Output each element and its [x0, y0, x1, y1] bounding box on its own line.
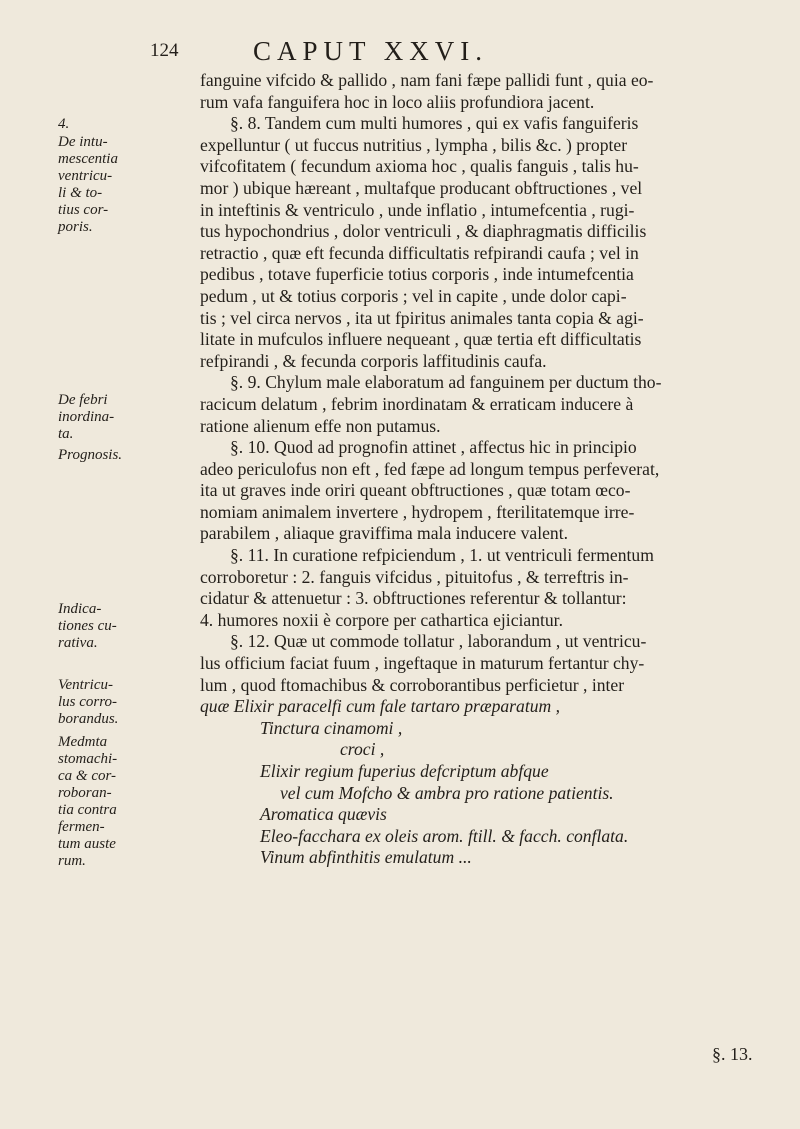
margin-note-line: mescentia — [58, 151, 118, 167]
text-line: ratione alienum effe non putamus. — [200, 415, 441, 436]
text-line: lum , quod ftomachibus & corroborantibus perficietur , inter — [200, 674, 625, 695]
margin-note-line: stomachi- — [58, 751, 118, 767]
margin-note-line: rativa. — [58, 635, 98, 651]
text-line: lus officium faciat fuum , ingeftaque in maturum fertantur chy- — [200, 653, 645, 674]
margin-note-line: inordina- — [58, 409, 115, 425]
text-line: ita ut graves inde oriri queant obftructiones , quæ totam œco- — [200, 480, 631, 501]
text-line: fanguine vifcido & pallido , nam fani fæpe pallidi funt , quia eo- — [200, 70, 654, 90]
margin-note-line: borandus. — [58, 711, 119, 727]
text-line: §. 9. Chylum male elaboratum ad fanguinem per ductum tho- — [230, 372, 662, 393]
text-line: tus hypochondrius , dolor ventriculi , & diaphragmatis difficilis — [200, 221, 647, 242]
margin-note-line: ventricu- — [58, 168, 113, 184]
text-line: Elixir regium fuperius defcriptum abfque — [260, 761, 549, 781]
margin-note-line: fermen- — [58, 819, 105, 835]
text-line: tis ; vel circa nervos , ita ut fpiritus animales tanta copia & agi- — [200, 307, 644, 328]
text-line: vel cum Mofcho & ambra pro ratione patientis. — [280, 782, 614, 803]
margin-note — [58, 392, 198, 443]
margin-note-line: De febri — [58, 392, 108, 408]
text-line: cidatur & attenuetur : 3. obftructiones referentur & tollantur: — [200, 588, 627, 609]
text-line: in inteftinis & ventriculo , unde inflatio , intumefcentia , rugi- — [200, 199, 635, 220]
margin-note — [58, 134, 198, 236]
text-line: racicum delatum , febrim inordinatam & erraticam inducere à — [200, 393, 634, 414]
text-line: croci , — [340, 739, 385, 760]
margin-note — [58, 116, 198, 133]
text-line: Vinum abfinthitis emulatum ... — [260, 847, 472, 868]
margin-note-line: De intu- — [58, 134, 108, 150]
text-line: vifcofitatem ( fecundum axioma hoc , qualis fanguis , talis hu- — [200, 156, 639, 177]
margin-note-line: tia contra — [58, 802, 117, 818]
margin-note-line: Ventricu- — [58, 677, 113, 693]
margin-note-line: ta. — [58, 426, 74, 442]
margin-note — [58, 447, 198, 464]
text-line: parabilem , aliaque graviffima mala inducere valent. — [200, 523, 568, 544]
text-line: §. 11. In curatione refpiciendum , 1. ut ventriculi fermentum — [230, 545, 654, 566]
text-line: pedibus , totave fuperficie totius corporis , inde intumefcentia — [200, 264, 634, 285]
text-line: nomiam animalem invertere , hydropem , fterilitatemque irre- — [200, 501, 635, 522]
text-line: §. 10. Quod ad prognofin attinet , affectus hic in principio — [230, 437, 637, 458]
text-line: rum vafa fanguifera hoc in loco aliis profundiora jacent. — [200, 91, 595, 112]
text-line: corroboretur : 2. fanguis vifcidus , pituitofus , & terreftris in- — [200, 566, 629, 587]
body-text — [200, 70, 790, 869]
margin-note-line: tius cor- — [58, 202, 109, 218]
text-line: Tinctura cinamomi , — [260, 717, 403, 738]
margin-note-line: tum auste — [58, 836, 116, 852]
margin-note — [58, 601, 198, 652]
margin-note-line: Indica- — [58, 601, 102, 617]
margin-note — [58, 734, 198, 870]
margin-note-line: Medmta — [58, 734, 108, 750]
margin-note-line: rum. — [58, 853, 86, 869]
page-header — [0, 38, 800, 68]
text-line: refpirandi , & fecunda corporis laffitudinis caufa. — [200, 350, 547, 371]
text-line: expelluntur ( ut fuccus nutritius , lympha , bilis &c. ) propter — [200, 134, 628, 155]
text-line: §. 8. Tandem cum multi humores , qui ex vafis fanguiferis — [230, 113, 639, 134]
margin-note — [58, 677, 198, 728]
margin-note-line: li & to- — [58, 185, 103, 201]
text-line: §. 12. Quæ ut commode tollatur , laborandum , ut ventricu- — [230, 631, 647, 652]
text-line: Eleo-facchara ex oleis arom. ftill. & facch. conflata. — [260, 825, 629, 846]
running-head: CAPUT XXVI. — [253, 36, 489, 66]
text-line: Aromatica quævis — [260, 804, 387, 825]
margin-note-line: lus corro- — [58, 694, 118, 710]
page-number: 124 — [150, 40, 179, 61]
margin-note-line: ca & cor- — [58, 768, 117, 784]
margin-note-line: roboran- — [58, 785, 112, 801]
text-line: adeo periculofus non eft , fed fæpe ad longum tempus perfeverat, — [200, 458, 660, 479]
text-line: mor ) ubique hæreant , multafque producant obftructiones , vel — [200, 177, 643, 198]
margin-note-line: Prognosis. — [58, 447, 123, 463]
text-line: pedum , ut & totius corporis ; vel in capite , unde dolor capi- — [200, 285, 627, 306]
text-line: quæ Elixir paracelfi cum fale tartaro præparatum , — [200, 696, 561, 717]
margin-note-line: tiones cu- — [58, 618, 117, 634]
margin-note-line: poris. — [58, 219, 93, 235]
text-line: retractio , quæ eft fecunda difficultatis refpirandi caufa ; vel in — [200, 242, 639, 263]
margin-note-line: 4. — [58, 116, 70, 132]
text-line: 4. humores noxii è corpore per cathartica ejiciantur. — [200, 609, 563, 630]
catchword: §. 13. — [712, 1044, 753, 1064]
text-line: litate in mufculos influere nequeant , quæ tertia eft difficultatis — [200, 329, 642, 350]
